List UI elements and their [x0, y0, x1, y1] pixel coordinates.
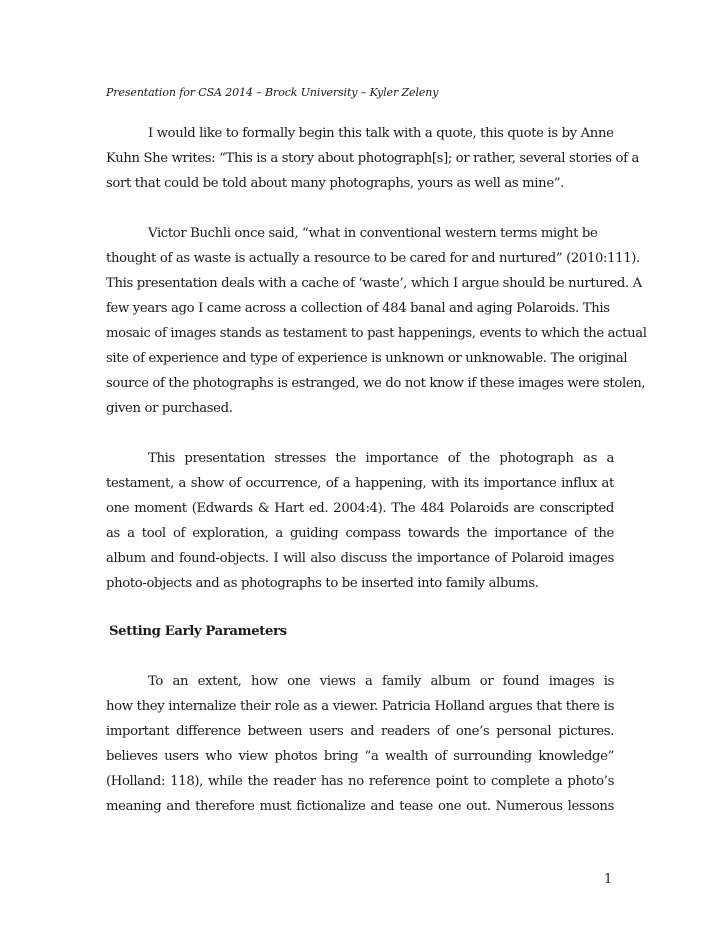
paragraph-4-line-4: believes users who view photos bring “a wealth of surrounding knowledge” — [106, 749, 614, 764]
page-number: 1 — [604, 872, 613, 887]
paragraph-4-line-1: To an extent, how one views a family album or found images is — [148, 674, 614, 689]
paragraph-3-line-4: as a tool of exploration, a guiding compass towards the importance of the — [106, 526, 614, 541]
paragraph-3-line-3: one moment (Edwards & Hart ed. 2004:4). The 484 Polaroids are conscripted — [106, 501, 614, 516]
paragraph-3-line-2: testament, a show of occurrence, of a happening, with its importance influx at — [106, 476, 614, 491]
running-header: Presentation for CSA 2014 – Brock University – Kyler Zeleny — [106, 86, 439, 99]
paragraph-4-line-6: meaning and therefore must fictionalize and tease one out. Numerous lessons — [106, 799, 614, 814]
paragraph-3-line-6: photo-objects and as photographs to be inserted into family albums. — [106, 576, 539, 591]
paragraph-4-line-5: (Holland: 118), while the reader has no reference point to complete a photo’s — [106, 774, 614, 789]
paragraph-3-line-1: This presentation stresses the importance of the photograph as a — [148, 451, 614, 466]
paragraph-2-line-2: thought of as waste is actually a resource to be cared for and nurtured” (2010:111). — [106, 251, 640, 266]
paragraph-2-line-5: mosaic of images stands as testament to past happenings, events to which the actual — [106, 326, 647, 341]
paragraph-1-line-2: Kuhn She writes: “This is a story about photograph[s]; or rather, several stories of a — [106, 151, 639, 166]
paragraph-2-line-8: given or purchased. — [106, 401, 233, 416]
paragraph-4-line-2: how they internalize their role as a viewer. Patricia Holland argues that there is — [106, 699, 614, 714]
paragraph-2-line-4: few years ago I came across a collection of 484 banal and aging Polaroids. This — [106, 301, 610, 316]
paragraph-1-line-1: I would like to formally begin this talk with a quote, this quote is by Anne — [148, 126, 614, 141]
paragraph-1-line-3: sort that could be told about many photographs, yours as well as mine”. — [106, 176, 565, 191]
paragraph-3-line-5: album and found-objects. I will also discuss the importance of Polaroid images — [106, 551, 614, 566]
paragraph-4-line-3: important difference between users and readers of one’s personal pictures. — [106, 724, 614, 739]
section-heading: Setting Early Parameters — [109, 624, 287, 639]
paragraph-2-line-7: source of the photographs is estranged, we do not know if these images were stolen, — [106, 376, 646, 391]
paragraph-2-line-3: This presentation deals with a cache of ‘waste’, which I argue should be nurtured. A — [106, 276, 642, 291]
paragraph-2-line-1: Victor Buchli once said, “what in conventional western terms might be — [148, 226, 598, 241]
paragraph-2-line-6: site of experience and type of experience is unknown or unknowable. The original — [106, 351, 628, 366]
